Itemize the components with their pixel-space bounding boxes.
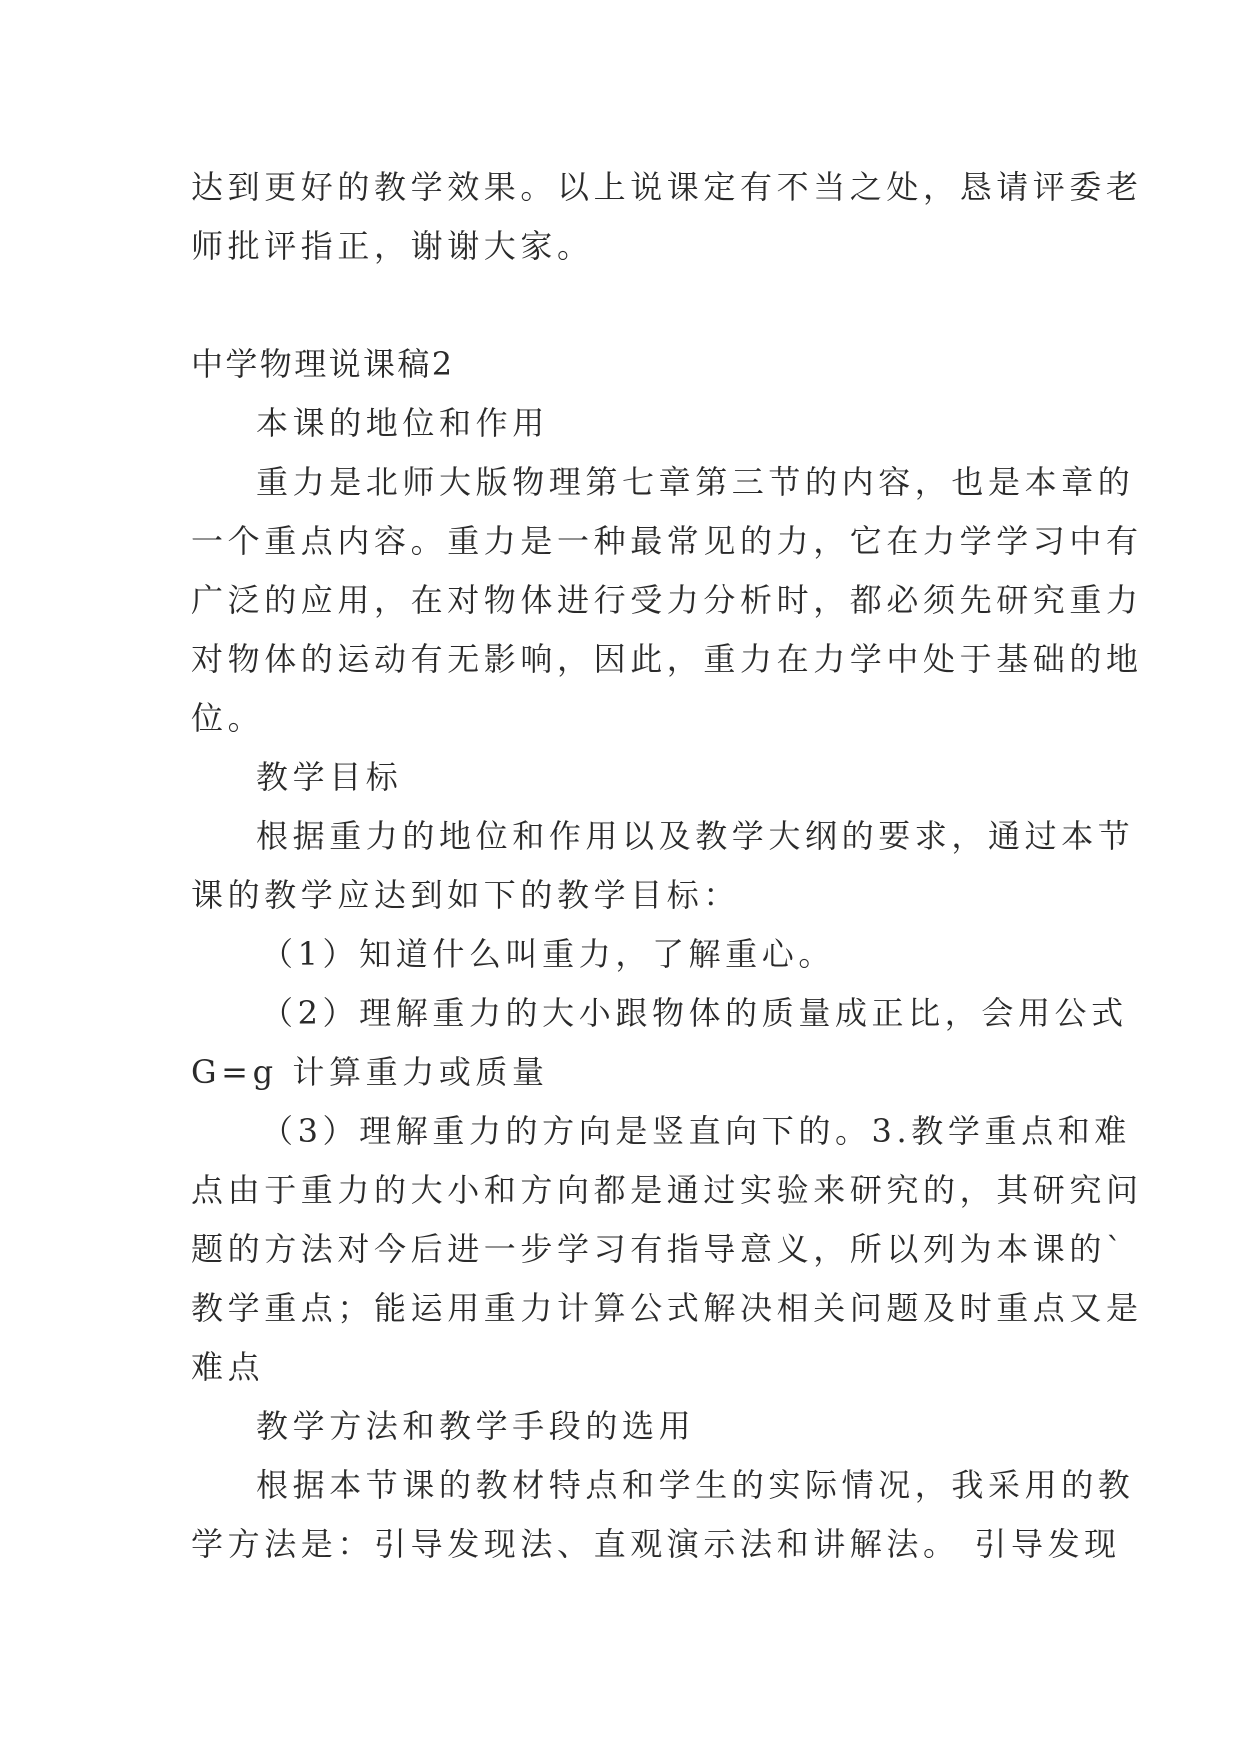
paragraph-line: 位。 xyxy=(191,699,265,737)
paragraph-line: 课的教学应达到如下的教学目标： xyxy=(191,876,741,914)
paragraph-line: 教学重点；能运用重力计算公式解决相关问题及时重点又是 xyxy=(191,1289,1143,1327)
paragraph-line: 题的方法对今后进一步学习有指导意义，所以列为本课的` xyxy=(191,1230,1127,1268)
document-page xyxy=(191,158,1143,1574)
section-heading: 教学方法和教学手段的选用 xyxy=(256,1407,696,1445)
paragraph-line: 对物体的运动有无影响，因此，重力在力学中处于基础的地 xyxy=(191,640,1143,678)
paragraph-line: 难点 xyxy=(191,1348,265,1386)
section-heading: 本课的地位和作用 xyxy=(256,404,549,442)
list-item: （1）知道什么叫重力，了解重心。 xyxy=(261,935,835,973)
paragraph-line: 点由于重力的大小和方向都是通过实验来研究的，其研究问 xyxy=(191,1171,1143,1209)
paragraph-line: 达到更好的教学效果。以上说课定有不当之处，恳请评委老 xyxy=(191,168,1143,206)
paragraph-line: 根据重力的地位和作用以及教学大纲的要求，通过本节 xyxy=(256,817,1135,855)
blank-line xyxy=(191,276,1053,335)
paragraph-line: 广泛的应用，在对物体进行受力分析时，都必须先研究重力 xyxy=(191,581,1143,619)
section-heading: 教学目标 xyxy=(256,758,403,796)
paragraph-line: G=g 计算重力或质量 xyxy=(191,1053,549,1091)
document-title: 中学物理说课稿2 xyxy=(191,345,455,383)
list-item: （2）理解重力的大小跟物体的质量成正比，会用公式 xyxy=(261,994,1128,1032)
paragraph-line: 学方法是：引导发现法、直观演示法和讲解法。 引导发现 xyxy=(191,1525,1121,1563)
paragraph-line: 一个重点内容。重力是一种最常见的力，它在力学学习中有 xyxy=(191,522,1143,560)
paragraph-line: 重力是北师大版物理第七章第三节的内容，也是本章的 xyxy=(256,463,1135,501)
paragraph-line: 师批评指正，谢谢大家。 xyxy=(191,227,594,265)
list-item: （3）理解重力的方向是竖直向下的。3.教学重点和难 xyxy=(261,1112,1131,1150)
paragraph-line: 根据本节课的教材特点和学生的实际情况，我采用的教 xyxy=(256,1466,1135,1504)
